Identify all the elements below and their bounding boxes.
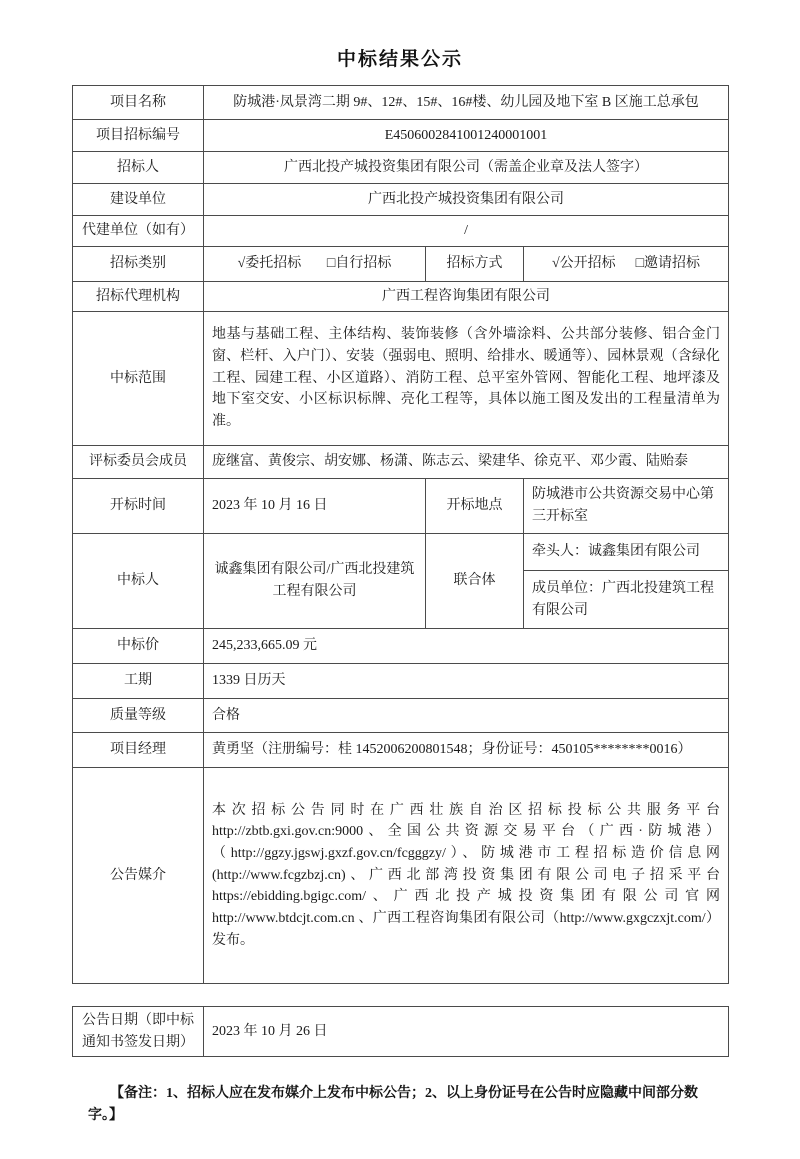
table-row	[73, 282, 729, 312]
project-manager-value: 黄勇坚（注册编号：桂 1452006200801548；身份证号：450105********0016）	[204, 733, 729, 768]
bid-result-table	[72, 85, 729, 984]
bid-opening-time-label: 开标时间	[73, 479, 204, 534]
announcement-date-table	[72, 1006, 729, 1057]
self-tender-checkbox: □自行招标	[326, 256, 392, 272]
project-name-value: 防城港·凤景湾二期 9#、12#、15#、16#楼、幼儿园及地下室 B 区施工总承包	[204, 86, 729, 120]
construction-unit-value: 广西北投产城投资集团有限公司	[204, 184, 729, 216]
table-row	[73, 699, 729, 733]
bid-price-label: 中标价	[73, 629, 204, 664]
agent-construction-unit-value: /	[204, 216, 729, 247]
committee-label: 评标委员会成员	[73, 446, 204, 479]
tenderer-value: 广西北投产城投资集团有限公司（需盖企业章及法人签字）	[204, 152, 729, 184]
announcement-date-value: 2023 年 10 月 26 日	[204, 1007, 729, 1057]
bid-opening-time-value: 2023 年 10 月 16 日	[204, 479, 426, 534]
table-row	[73, 479, 729, 534]
table-row	[73, 768, 729, 984]
project-manager-label: 项目经理	[73, 733, 204, 768]
table-row	[73, 733, 729, 768]
invited-tender-checkbox: □邀请招标	[635, 256, 701, 272]
table-row	[73, 152, 729, 184]
winner-value: 诚鑫集团有限公司/广西北投建筑工程有限公司	[204, 534, 426, 629]
consortium-label: 联合体	[426, 534, 524, 629]
tender-category-label: 招标类别	[73, 247, 204, 282]
media-value: 本次招标公告同时在广西壮族自治区招标投标公共服务平台 http://zbtb.gxi.gov.cn:9000、全国公共资源交易平台（广西·防城港）（http://ggzy.jgswj.gxzf.gov.cn/fcgggzy/）、防城港市工程招标造价信息网(http://www.fcgzbzj.cn)、广西北部湾投资集团有限公司电子招采平台 https://ebidding.bgigc.com/、广西北投产城投资集团有限公司官网 http://www.btdcjt.com.cn 、广西工程咨询集团有限公司（http://www.gxgczxjt.com/）发布。	[204, 768, 729, 984]
quality-label: 质量等级	[73, 699, 204, 733]
duration-label: 工期	[73, 664, 204, 699]
duration-value: 1339 日历天	[204, 664, 729, 699]
table-row	[73, 664, 729, 699]
agency-value: 广西工程咨询集团有限公司	[204, 282, 729, 312]
table-row	[73, 1007, 729, 1057]
announcement-date-label: 公告日期（即中标通知书签发日期）	[73, 1007, 204, 1057]
agent-construction-unit-label: 代建单位（如有）	[73, 216, 204, 247]
consortium-member: 成员单位：广西北投建筑工程有限公司	[524, 571, 729, 629]
table-row	[73, 184, 729, 216]
committee-value: 庞继富、黄俊宗、胡安娜、杨潇、陈志云、梁建华、徐克平、邓少霞、陆贻泰	[204, 446, 729, 479]
tender-category-options	[204, 247, 426, 282]
quality-value: 合格	[204, 699, 729, 733]
table-row	[73, 120, 729, 152]
table-row	[73, 629, 729, 664]
media-label: 公告媒介	[73, 768, 204, 984]
table-row	[73, 534, 729, 571]
delegated-tender-checkbox: √委托招标	[237, 256, 302, 272]
bid-price-value: 245,233,665.09 元	[204, 629, 729, 664]
consortium-leader: 牵头人：诚鑫集团有限公司	[524, 534, 729, 571]
open-tender-checkbox: √公开招标	[551, 256, 616, 272]
bid-opening-place-value: 防城港市公共资源交易中心第三开标室	[524, 479, 729, 534]
table-row	[73, 247, 729, 282]
tender-method-label: 招标方式	[426, 247, 524, 282]
page-title: 中标结果公示	[336, 49, 463, 70]
scope-label: 中标范围	[73, 312, 204, 446]
tender-no-label: 项目招标编号	[73, 120, 204, 152]
tenderer-label: 招标人	[73, 152, 204, 184]
project-name-label: 项目名称	[73, 86, 204, 120]
table-row	[73, 312, 729, 446]
table-row	[73, 216, 729, 247]
bid-opening-place-label: 开标地点	[426, 479, 524, 534]
remark-note: 【备注：1、招标人应在发布媒介上发布中标公告；2、以上身份证号在公告时应隐藏中间部分数字。】	[88, 1086, 698, 1123]
winner-label: 中标人	[73, 534, 204, 629]
construction-unit-label: 建设单位	[73, 184, 204, 216]
scope-value: 地基与基础工程、主体结构、装饰装修（含外墙涂料、公共部分装修、铝合金门窗、栏杆、入户门）、安装（强弱电、照明、给排水、暖通等）、园林景观（含绿化工程、园建工程、小区道路）、消防工程、总平室外管网、智能化工程、地坪漆及地下室交安、小区标识标牌、亮化工程等，具体以施工图及发出的工程量清单为准。	[204, 312, 729, 446]
table-row	[73, 446, 729, 479]
table-row	[73, 86, 729, 120]
tender-method-options	[524, 247, 729, 282]
tender-no-value: E4506002841001240001001	[204, 120, 729, 152]
agency-label: 招标代理机构	[73, 282, 204, 312]
